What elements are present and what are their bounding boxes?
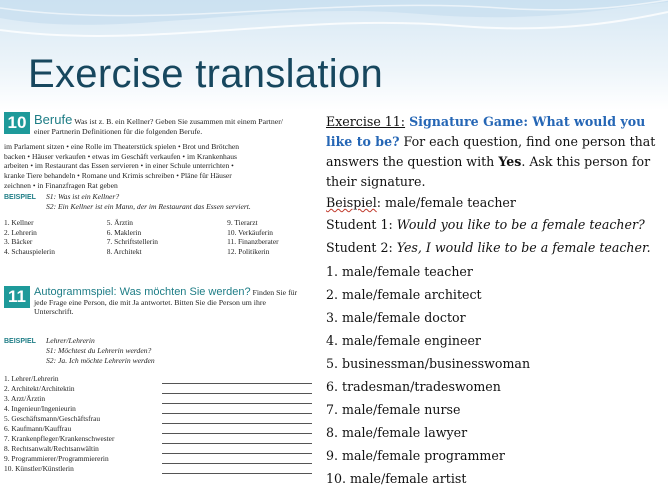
beispiel-s2: S2: Ja. Ich möchte Lehrerin werden [46,355,155,365]
word-item: 8. Architekt [106,246,142,256]
occupation-item: 10. male/female artist [326,471,467,486]
word-item: 6. Maklerin [106,227,142,237]
signature-line [162,426,312,434]
signature-line [162,456,312,464]
exercise-10-beispiel [4,192,316,212]
signature-line [162,406,312,414]
beispiel-label: BEISPIEL [4,194,36,201]
signature-row [4,394,316,404]
occupation-item: 6. tradesman/tradeswomen [326,379,501,394]
occupation-item: 9. male/female programmer [326,448,505,463]
slide-title: Exercise translation [28,52,384,96]
exercise-task [326,112,666,192]
beispiel-s1: S1: Möchtest du Lehrerin werden? [46,346,152,356]
paragraph-line: arbeiten • im Restaurant das Essen servieren • in einer Schule unterrichten • [4,161,234,171]
exercise-10-number: 10 [4,112,30,134]
word-item: 2. Lehrerin [4,227,37,237]
student-2-label: Student 2: [326,240,393,255]
exercise-10-header [4,112,283,136]
word-row [4,218,316,228]
student-1-text: Would you like to be a female teacher? [396,217,645,232]
student-1-line [326,213,666,236]
signature-row [4,374,316,384]
paragraph-line: backen • Häuser verkaufen • etwas im Geschäft verkaufen • im Krankenhaus [4,151,237,161]
signature-line [162,436,312,444]
signature-row [4,454,316,464]
signature-line [162,396,312,404]
signature-item: 7. Krankenpfleger/Krankenschwester [4,433,115,443]
beispiel-rest: : male/female teacher [376,195,516,210]
exercise-11-header [4,286,297,316]
exercise-11-signature-list [4,374,316,474]
occupation-item: 1. male/female teacher [326,264,473,279]
exercise-instruction-pre: For each question, find one person that answers the question with [326,134,656,169]
student-1-label: Student 1: [326,217,393,232]
signature-row [4,384,316,394]
signature-item: 9. Programmierer/Programmiererin [4,453,109,463]
occupation-item: 5. businessman/businesswoman [326,356,531,371]
signature-item: 5. Geschäftsmann/Geschäftsfrau [4,413,101,423]
exercise-instruction-yes: Yes [498,154,522,169]
signature-item: 6. Kaufmann/Kauffrau [4,423,72,433]
signature-line [162,376,312,384]
word-row [4,237,316,247]
textbook-page [0,112,322,490]
signature-row [4,424,316,434]
paragraph-line: im Parlament sitzen • eine Rolle im Theaterstück spielen • Brot und Brötchen [4,142,240,151]
signature-item: 1. Lehrer/Lehrerin [4,374,59,383]
paragraph-line: zeichnen • in Finanzfragen Rat geben [4,180,118,190]
exercise-11-title: Autogrammspiel: Was möchten Sie werden? [34,286,251,298]
exercise-11-instruction-2: Unterschrift. [34,307,74,316]
occupation-item: 7. male/female nurse [326,402,461,417]
signature-item: 3. Arzt/Ärztin [4,393,46,403]
word-item: 3. Bäcker [4,237,33,247]
exercise-11-beispiel [4,336,316,365]
exercise-translation [326,112,666,490]
decorative-wave [0,0,668,60]
paragraph-line: kranke Tiere behandeln • Romane und Krimis schreiben • Pläne für Häuser [4,171,232,181]
exercise-11-instruction-inline: Finden Sie für [252,288,298,297]
signature-row [4,434,316,444]
signature-line [162,416,312,424]
beispiel-s2: S2: Ein Kellner ist ein Mann, der im Restaurant das Essen serviert. [46,202,251,212]
occupation-item: 2. male/female architect [326,287,482,302]
exercise-10-word-list [4,218,316,256]
signature-row [4,404,316,414]
signature-row [4,414,316,424]
exercise-10-paragraph [4,142,314,191]
signature-item: 4. Ingenieur/Ingenieurin [4,403,76,413]
exercise-11-number: 11 [4,286,30,308]
exercise-instruction-post: . Ask this person for their signature. [326,154,651,189]
student-2-text: Yes, I would like to be a female teacher. [396,240,651,255]
signature-item: 8. Rechtsanwalt/Rechtsanwältin [4,443,99,453]
exercise-10-instruction-2: einer Partnerin Definitionen für die folgenden Berufe. [34,127,203,136]
signature-line [162,446,312,454]
occupation-item: 4. male/female engineer [326,333,481,348]
signature-item: 10. Künstler/Künstlerin [4,463,74,473]
exercise-label: Exercise 11: [326,114,406,129]
occupation-item: 8. male/female lawyer [326,425,468,440]
word-item: 1. Kellner [4,218,34,227]
exercise-10-instruction-1: Was ist z. B. ein Kellner? Geben Sie zusammen mit einem Partner/ [74,117,283,126]
word-item: 10. Verkäuferin [227,227,273,237]
beispiel-s1: S1: Was ist ein Kellner? [46,192,120,201]
exercise-11-instruction-1: jede Frage eine Person, die mit Ja antwortet. Bitten Sie die Person um ihre [34,298,266,307]
word-item: 5. Ärztin [106,218,133,227]
signature-item: 2. Architekt/Architektin [4,383,75,393]
word-item: 12. Politikerin [227,246,270,256]
signature-row [4,444,316,454]
beispiel-word: Beispiel [326,195,377,210]
word-row [4,247,316,257]
occupation-list [326,260,666,490]
exercise-10-title: Berufe [34,112,73,127]
word-row [4,228,316,238]
word-item: 4. Schauspielerin [4,246,55,256]
beispiel-label: BEISPIEL [4,338,36,345]
word-item: 7. Schriftstellerin [106,237,158,247]
signature-row [4,464,316,474]
signature-line [162,386,312,394]
beispiel-word: Lehrer/Lehrerin [46,336,95,345]
occupation-item: 3. male/female doctor [326,310,466,325]
word-item: 11. Finanzberater [227,237,279,247]
signature-line [162,466,312,474]
student-2-line [326,236,666,259]
beispiel-line [326,192,666,213]
word-item: 9. Tierarzt [227,218,258,227]
signature-game-title: Signature Game: What would you like to be? [326,114,646,149]
